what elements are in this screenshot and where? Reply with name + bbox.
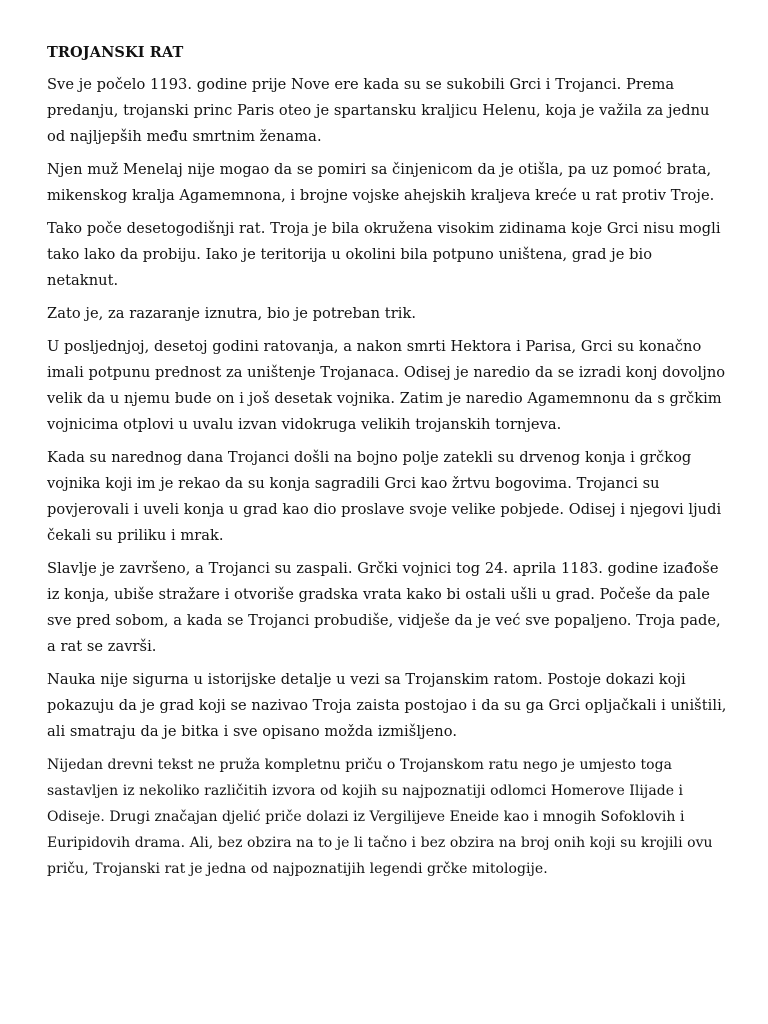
paragraph-7: Slavlje je završeno, a Trojanci su zaspali. Grčki vojnici tog 24. aprila 1183. godine izađoše iz konja, ubiše stražare i otvoriše gradska vrata kako bi ostali ušli u grad. Počeše da pale sve pred sobom, a kada se Trojanci probudiše, vidješe da je već sve popaljeno. Troja pade, a rat se završi. [47, 560, 721, 655]
paragraph-6: Kada su narednog dana Trojanci došli na bojno polje zatekli su drvenog konja i grčkog vojnika koji im je rekao da su konja sagradili Grci kao žrtvu bogovima. Trojanci su povjerovali i uveli konja u grad kao dio proslave svoje velike pobjede. Odisej i njegovi ljudi čekali su priliku i mrak. [47, 449, 722, 544]
paragraph-9: Nijedan drevni tekst ne pruža kompletnu priču o Trojanskom ratu nego je umjesto toga sastavljen iz nekoliko različitih izvora od kojih su najpoznatiji odlomci Homerove Ilijade i Odiseje. Drugi značajan djelić priče dolazi iz Vergilijeve Eneide kao i mnogih Sofoklovih i Euripidovih drama. Ali, bez obzira na to je li tačno i bez obzira na broj onih koji su krojili ovu priču, Trojanski rat je jedna od najpoznatijih legendi grčke mitologije. [47, 757, 713, 877]
paragraph-8: Nauka nije sigurna u istorijske detalje u vezi sa Trojanskim ratom. Postoje dokazi koji pokazuju da je grad koji se nazivao Troja zaista postojao i da su ga Grci opljačkali i uništili, ali smatraju da je bitka i sve opisano možda izmišljeno. [47, 671, 727, 740]
paragraph-2: Njen muž Menelaj nije mogao da se pomiri sa činjenicom da je otišla, pa uz pomoć brata, mikenskog kralja Agamemnona, i brojne vojske ahejskih kraljeva kreće u rat protiv Troje. [47, 161, 715, 204]
paragraph-5: U posljednjoj, desetoj godini ratovanja, a nakon smrti Hektora i Parisa, Grci su konačno imali potpunu prednost za uništenje Trojanaca. Odisej je naredio da se izradi konj dovoljno velik da u njemu bude on i još desetak vojnika. Zatim je naredio Agamemnonu da s grčkim vojnicima otplovi u uvalu izvan vidokruga velikih trojanskih tornjeva. [47, 338, 726, 433]
paragraph-1: Sve je počelo 1193. godine prije Nove ere kada su se sukobili Grci i Trojanci. Prema predanju, trojanski princ Paris oteo je spartansku kraljicu Helenu, koja je važila za jednu od najljepših među smrtnim ženama. [47, 76, 710, 145]
paragraph-4: Zato je, za razaranje iznutra, bio je potreban trik. [47, 305, 417, 322]
document-page [47, 40, 727, 889]
paragraph-3: Tako poče desetogodišnji rat. Troja je bila okružena visokim zidinama koje Grci nisu mogli tako lako da probiju. Iako je teritorija u okolini bila potpuno uništena, grad je bio netaknut. [47, 220, 721, 289]
document-title: TROJANSKI RAT [47, 44, 184, 61]
